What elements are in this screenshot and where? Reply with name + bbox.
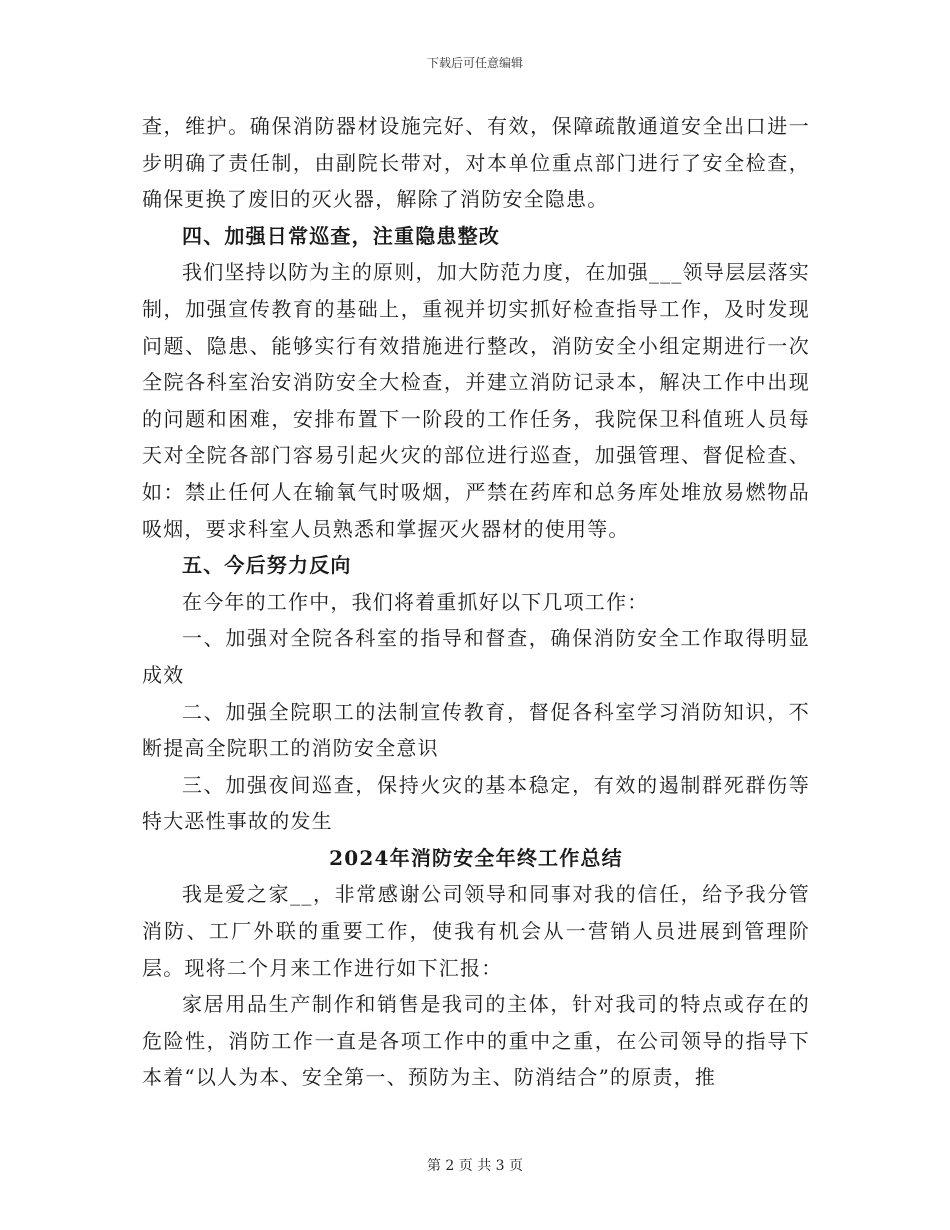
document-title: 2024年消防安全年终工作总结 <box>329 845 623 870</box>
paragraph-intro-plan: 在今年的工作中，我们将着重抓好以下几项工作： <box>182 589 649 614</box>
page-header: 下载后可任意编辑 <box>426 56 523 70</box>
plan-item-1: 一、加强对全院各科室的指导和督查，确保消防安全工作取得明显成效 <box>142 626 810 687</box>
paragraph-self-intro: 我是爱之家__，非常感谢公司领导和同事对我的信任，给予我分管消防、工厂外联的重要工作，使我有机会从一营销人员进展到管理阶层。现将二个月来工作进行如下汇报： <box>142 882 810 980</box>
paragraph-patrol: 我们坚持以防为主的原则，加大防范力度，在加强___领导层层落实制，加强宣传教育的基础上，重视并切实抓好检查指导工作，及时发现问题、隐患、能够实行有效措施进行整改，消防安全小组定期进行一次全院各科室治安消防安全大检查，并建立消防记录本，解决工作中出现的问题和困难，安排布置下一阶段的工作任务，我院保卫科值班人员每天对全院各部门容易引起火灾的部位进行巡查，加强管理、督促检查、如：禁止任何人在输氧气时吸烟，严禁在药库和总务库处堆放易燃物品吸烟，要求科室人员熟悉和掌握灭火器材的使用等。 <box>142 260 810 541</box>
section-heading-5: 五、今后努力反向 <box>182 553 352 578</box>
plan-item-2: 二、加强全院职工的法制宣传教育，督促各科室学习消防知识，不断提高全院职工的消防安全意识 <box>142 699 810 761</box>
plan-item-3: 三、加强夜间巡查，保持火灾的基本稳定，有效的遏制群死群伤等特大恶性事故的发生 <box>142 772 810 834</box>
paragraph-company: 家居用品生产制作和销售是我司的主体，针对我司的特点或存在的危险性，消防工作一直是各项工作中的重中之重，在公司领导的指导下本着“以人为本、安全第一、预防为主、防消结合”的原责，推 <box>142 992 810 1090</box>
section-heading-4: 四、加强日常巡查，注重隐患整改 <box>182 223 500 248</box>
paragraph-continuation: 查，维护。确保消防器材设施完好、有效，保障疏散通道安全出口进一步明确了责任制，由副院长带对，对本单位重点部门进行了安全检查，确保更换了废旧的灭火器，解除了消防安全隐患。 <box>142 114 810 212</box>
page-number: 第 2 页 共 3 页 <box>426 1158 524 1174</box>
document-body <box>142 108 810 1096</box>
